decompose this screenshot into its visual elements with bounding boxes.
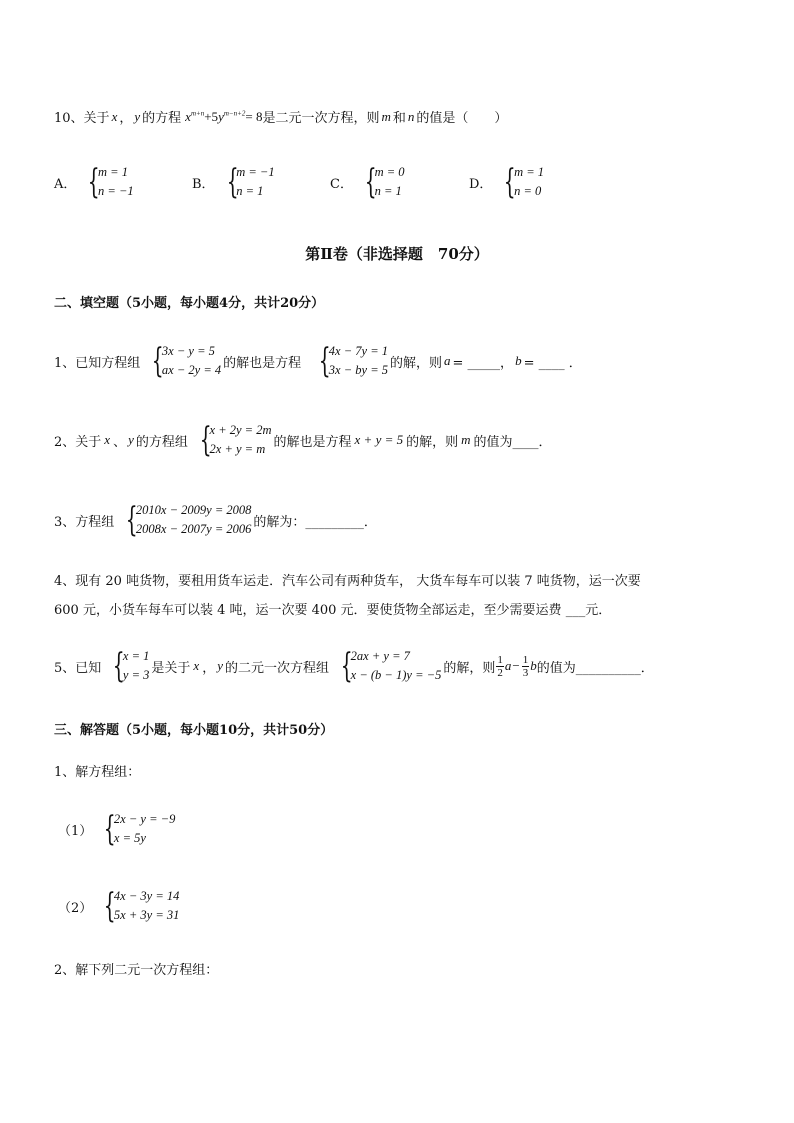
question-number: 10、 — [54, 111, 84, 126]
eq-y: y — [218, 108, 224, 124]
solve-question-1-part-1 — [58, 810, 177, 848]
sub-label: （2） — [58, 900, 93, 916]
section-3-title: 三、解答题（5小题，每小题10分，共计50分） — [54, 723, 334, 738]
fill-question-2 — [54, 421, 552, 459]
var-a: a — [504, 658, 512, 673]
option-b[interactable] — [192, 163, 277, 201]
brace-icon: { — [226, 162, 239, 202]
brace-icon: { — [104, 809, 116, 849]
answer-blank[interactable]: 的解为：_________． — [253, 514, 377, 530]
text: 5、已知 — [54, 660, 102, 676]
var-x: x — [104, 432, 111, 447]
equation-system — [142, 342, 221, 380]
equation-line: m = 1 — [98, 165, 128, 179]
var-b: b — [515, 353, 522, 368]
equation-system — [78, 163, 133, 201]
fill-question-3 — [54, 501, 377, 539]
brace-icon: { — [104, 886, 116, 926]
brace-icon: { — [364, 162, 377, 202]
equation-line: n = 1 — [236, 184, 264, 198]
equation-line: m = 1 — [514, 165, 545, 179]
text: 3、方程组 — [54, 514, 115, 530]
equation-system — [94, 887, 179, 925]
option-d[interactable] — [469, 163, 546, 201]
option-label: C． — [330, 176, 353, 192]
answer-blank[interactable]: = ____ ． — [523, 355, 582, 371]
equation-line: 3x − by = 5 — [328, 363, 389, 377]
eq-rhs: = 8 — [245, 108, 263, 124]
equation-line: m = −1 — [236, 165, 275, 179]
text: 的方程 — [142, 111, 182, 126]
equation-line: x + 2y = 2m — [209, 423, 272, 437]
text: 2、关于 — [54, 434, 102, 450]
solve-question-2: 2、解下列二元一次方程组： — [54, 963, 219, 978]
equation-system — [94, 810, 175, 848]
equation-system — [309, 342, 388, 380]
equation-line: n = 0 — [514, 184, 542, 198]
equation-system — [355, 163, 405, 201]
eq-x: x — [185, 108, 191, 124]
option-a[interactable] — [54, 163, 136, 201]
equation-system — [494, 163, 544, 201]
fraction — [496, 654, 504, 679]
equation-system — [217, 163, 275, 201]
text: ， — [119, 111, 133, 126]
var-b: b — [530, 658, 537, 673]
eq-x-exponent: m+n — [190, 109, 205, 118]
brace-icon: { — [504, 162, 517, 202]
text: 1、已知方程组 — [54, 355, 141, 371]
text: 的值是（ ） — [416, 111, 508, 126]
solve-question-1-part-2 — [58, 887, 181, 925]
option-c[interactable] — [330, 163, 407, 201]
fill-question-1 — [54, 342, 582, 380]
text: 的解，则 — [443, 660, 496, 676]
text: 是关于 — [151, 660, 191, 676]
text: 、 — [113, 434, 127, 450]
var-n: n — [407, 108, 415, 124]
fill-question-4-line-1: 4、现有 20 吨货物，要租用货车运走．汽车公司有两种货车， 大货车每车可以装 7 吨货物，运一次要 — [54, 574, 641, 589]
var-a: a — [444, 353, 451, 368]
fraction-denominator: 2 — [497, 666, 503, 679]
brace-icon: { — [318, 341, 331, 381]
text: 的二元一次方程组 — [225, 660, 330, 676]
option-label: D． — [469, 176, 493, 192]
section-2-title: 二、填空题（5小题，每小题4分，共计20分） — [54, 296, 325, 311]
equation-line: n = −1 — [98, 184, 134, 198]
fraction-numerator: 1 — [522, 653, 529, 666]
text: 是二元一次方程，则 — [262, 111, 380, 126]
equation-line: 3x − y = 5 — [161, 344, 215, 358]
equation-line: n = 1 — [374, 184, 402, 198]
part-title: 第Ⅱ卷（非选择题 70分） — [305, 245, 489, 263]
equation-line: ax − 2y = 4 — [161, 363, 222, 377]
equation-line: 2008x − 2007y = 2006 — [135, 522, 252, 536]
text: 和 — [392, 111, 406, 126]
fraction-denominator: 3 — [522, 666, 529, 679]
text: 的解，则 — [390, 355, 443, 371]
equation-line: 2x − y = −9 — [113, 812, 176, 826]
text: 的解，则 — [406, 434, 459, 450]
option-label: A． — [54, 176, 77, 192]
brace-icon: { — [199, 420, 212, 460]
eq-plus: +5 — [204, 108, 219, 124]
text: 的解也是方程 — [273, 434, 352, 450]
minus-sign: − — [512, 658, 520, 673]
equation-line: 2010x − 2009y = 2008 — [135, 503, 252, 517]
brace-icon: { — [152, 341, 164, 381]
answer-blank[interactable]: 的值为__________． — [536, 660, 654, 676]
equation-line: y = 3 — [122, 668, 150, 682]
brace-icon: { — [126, 500, 138, 540]
brace-icon: { — [113, 646, 125, 686]
text: 的解也是方程 — [223, 355, 302, 371]
equation-line: 2x + y = m — [209, 442, 266, 456]
sub-label: （1） — [58, 823, 93, 839]
var-y: y — [134, 108, 141, 124]
var-m: m — [381, 108, 391, 124]
fill-question-4-line-2: 600 元，小货车每车可以装 4 吨，运一次要 400 元．要使货物全部运走，至少需要运费 ___元． — [54, 603, 612, 618]
brace-icon: { — [340, 646, 353, 686]
eq-y-exponent: m−n+2 — [223, 109, 246, 118]
equation-line: x = 5y — [113, 831, 146, 845]
question-10-stem — [54, 107, 507, 126]
text: ， — [202, 660, 216, 676]
fraction-numerator: 1 — [497, 653, 503, 666]
brace-icon: { — [88, 162, 101, 202]
text: 的方程组 — [135, 434, 188, 450]
var-x: x — [111, 108, 118, 124]
equation-line: 4x − 7y = 1 — [328, 344, 389, 358]
option-label: B． — [192, 176, 215, 192]
solve-question-1: 1、解方程组： — [54, 765, 141, 780]
equation-system — [103, 647, 149, 685]
equation-line: x = 1 — [122, 649, 150, 663]
var-y: y — [217, 658, 223, 673]
equation-line: 2ax + y = 7 — [350, 649, 410, 663]
text: 关于 — [83, 111, 110, 126]
equation-line: 4x − 3y = 14 — [113, 889, 180, 903]
fill-question-5 — [54, 647, 654, 685]
equation-system — [116, 501, 251, 539]
equation: x + y = 5 — [354, 432, 404, 447]
equation-system — [331, 647, 441, 685]
var-y: y — [128, 432, 134, 447]
equation-system — [190, 421, 272, 459]
equation-line: 5x + 3y = 31 — [113, 908, 180, 922]
answer-blank[interactable]: 的值为____． — [473, 434, 552, 450]
fraction — [522, 654, 530, 679]
equation — [185, 109, 262, 125]
equation-line: x − (b − 1)y = −5 — [350, 668, 442, 682]
var-x: x — [193, 658, 200, 673]
answer-blank[interactable]: = _____， — [452, 355, 514, 371]
equation-line: m = 0 — [374, 165, 405, 179]
var-m: m — [461, 432, 471, 447]
